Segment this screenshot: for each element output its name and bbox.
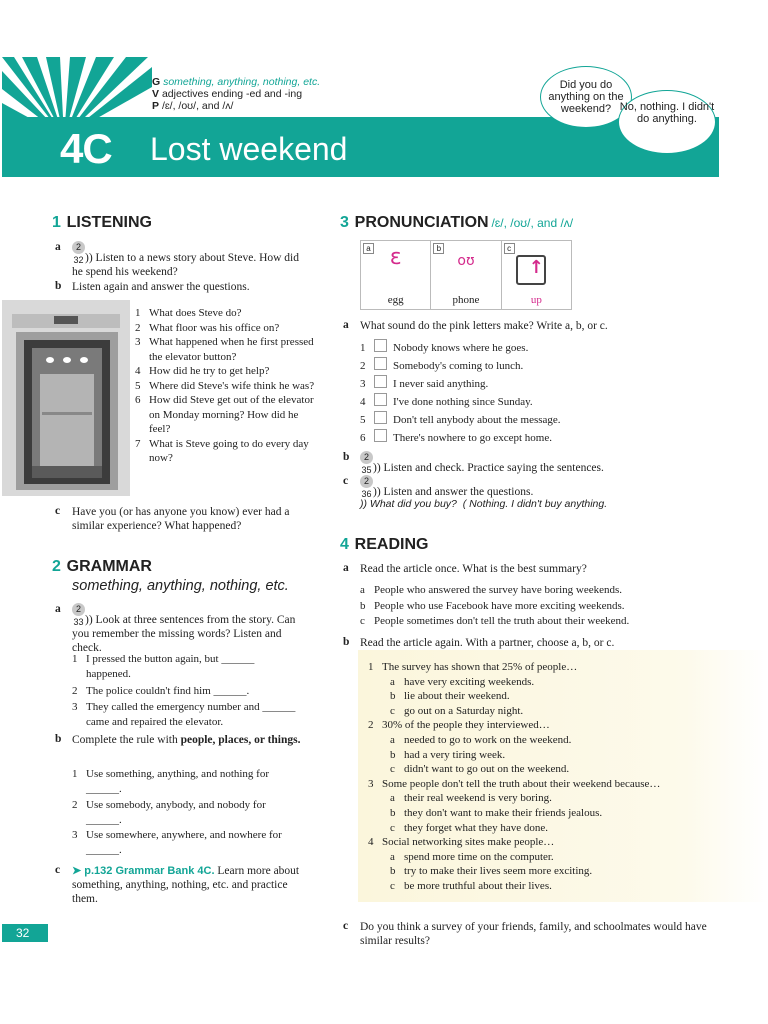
pronunciation-c-text: 2 36 )) Listen and answer the questions.	[361, 476, 534, 499]
list-item: 1 Use something, anything, and nothing for ______.	[72, 768, 270, 796]
sound-pictures-table	[360, 240, 572, 310]
header-grammar-line: G something, anything, nothing, etc.	[152, 76, 321, 88]
list-item: 6 How did Steve get out of the elevator on Monday morning? How did he feel?	[135, 394, 314, 435]
question-block: 3 Some people don't tell the truth about their weekend because… a their real weekend is very boring. b they don't want to make their friends jealous. c they forget what they have done.	[368, 777, 661, 834]
speech-bubble-answer: No, nothing. I didn't do anything.	[618, 90, 716, 154]
grammar-rules	[72, 767, 292, 859]
sound-cell-phone: b oʊ phone	[431, 241, 501, 309]
unit-number: 4C	[60, 125, 112, 172]
list-item: 3 I never said anything.	[360, 375, 660, 393]
reading-questions	[368, 660, 748, 894]
answer-checkbox[interactable]	[374, 357, 387, 370]
label-a: a	[55, 603, 61, 615]
list-item: 1 Nobody knows where he goes.	[360, 339, 660, 357]
list-item: b People who use Facebook have more exciting weekends.	[360, 599, 625, 612]
grammar-b-text: Complete the rule with people, places, or things.	[72, 734, 301, 746]
question-block: 1 The survey has shown that 25% of people… a have very exciting weekends. b lie about their weekend. c go out on a Saturday night.	[368, 661, 578, 717]
sound-cell-egg: a ɛ egg	[361, 241, 431, 309]
grammar-c-text: ➤ p.132 Grammar Bank 4C. Learn more about something, anything, nothing, etc. and practice them.	[72, 865, 300, 905]
label-b: b	[55, 280, 62, 292]
label-b: b	[55, 733, 62, 745]
label-b: b	[343, 451, 350, 463]
sound-cell-up: c ↑ up	[502, 241, 571, 309]
list-item: 2 What floor was his office on?	[135, 321, 280, 334]
reading-c-text: Do you think a survey of your friends, family, and schoolmates would have similar results?	[360, 921, 707, 947]
pronunciation-heading: 3 PRONUNCIATION /ɛ/, /oʊ/, and /ʌ/	[340, 214, 574, 231]
list-item: 2 Somebody's coming to lunch.	[360, 357, 660, 375]
elevator-photo	[2, 300, 130, 496]
audio-icon[interactable]: 2 33	[73, 604, 84, 627]
speech-bubble-question: Did you do anything on the weekend?	[540, 66, 632, 128]
listening-b-text: Listen again and answer the questions.	[72, 281, 250, 293]
label-a: a	[343, 319, 349, 331]
list-item: 3 What happened when he first pressed the elevator button?	[135, 336, 314, 363]
label-c: c	[343, 920, 349, 932]
phone-icon: oʊ	[457, 253, 475, 269]
list-item: 3 They called the emergency number and ______ came and repaired the elevator.	[72, 701, 296, 729]
pronunciation-b-text: 2 35 )) Listen and check. Practice saying the sentences.	[361, 452, 604, 475]
pronunciation-a-text: What sound do the pink letters make? Write a, b, or c.	[360, 320, 608, 332]
audio-icon[interactable]: 2 35	[361, 452, 372, 475]
listening-c-text: Have you (or has anyone you know) ever had a similar experience? What happened?	[72, 506, 290, 532]
list-item: 5 Where did Steve's wife think he was?	[135, 379, 315, 392]
list-item: 5 Don't tell anybody about the message.	[360, 411, 660, 429]
question-block: 2 30% of the people they interviewed… a needed to go to work on the weekend. b had a very tiring week. c didn't want to go out on the weekend.	[368, 719, 572, 776]
question-block: 4 Social networking sites make people… a spend more time on the computer. b try to make their lives seem more exciting. c be more truthful about their lives.	[368, 836, 593, 892]
audio-icon[interactable]: 2 32	[73, 242, 84, 265]
pronunciation-example: )) What did you buy? ( Nothing. I didn't buy anything.	[360, 498, 608, 510]
grammar-bank-link[interactable]: ➤ p.132 Grammar Bank 4C.	[72, 865, 215, 877]
answer-checkbox[interactable]	[374, 339, 387, 352]
label-c: c	[343, 475, 349, 487]
list-item: 3 Use somewhere, anywhere, and nowhere for ______.	[72, 829, 282, 857]
pronunciation-items	[360, 339, 660, 447]
answer-checkbox[interactable]	[374, 375, 387, 388]
answer-checkbox[interactable]	[374, 429, 387, 442]
listening-a-text: 2 32 )) Listen to a news story about Steve. How did he spend his weekend?	[72, 242, 300, 278]
page-number: 32	[2, 924, 48, 942]
listening-questions	[135, 306, 320, 466]
answer-checkbox[interactable]	[374, 393, 387, 406]
list-item: 6 There's nowhere to go except home.	[360, 429, 660, 447]
header-vocab-line: V adjectives ending -ed and -ing	[152, 88, 303, 100]
label-a: a	[343, 562, 349, 574]
grammar-a-text: 2 33 )) Look at three sentences from the story. Can you remember the missing words? Listen and check.	[72, 604, 296, 654]
grammar-subtitle: something, anything, nothing, etc.	[72, 578, 289, 594]
listening-heading: 1 LISTENING	[52, 214, 152, 231]
label-c: c	[55, 505, 61, 517]
reading-b-text: Read the article again. With a partner, choose a, b, or c.	[360, 637, 615, 649]
list-item: a People who answered the survey have boring weekends.	[360, 584, 623, 596]
up-arrow-icon: ↑	[528, 257, 544, 278]
list-item: 4 How did he try to get help?	[135, 365, 270, 377]
answer-checkbox[interactable]	[374, 411, 387, 424]
label-b: b	[343, 636, 350, 648]
reading-summaries	[360, 583, 700, 630]
list-item: 2 The police couldn't find him ______.	[72, 684, 250, 697]
audio-icon[interactable]: 2 36	[361, 476, 372, 499]
grammar-sentences	[72, 652, 297, 730]
egg-icon: ɛ	[389, 245, 402, 270]
header-pron-line: P /ɛ/, /oʊ/, and /ʌ/	[152, 100, 234, 112]
list-item: 1 I pressed the button again, but ______ happened.	[72, 653, 255, 680]
list-item: c People sometimes don't tell the truth about their weekend.	[360, 615, 630, 627]
unit-title: Lost weekend	[150, 131, 348, 167]
reading-a-text: Read the article once. What is the best summary?	[360, 563, 587, 575]
list-item: 4 I've done nothing since Sunday.	[360, 393, 660, 411]
reading-heading: 4 READING	[340, 536, 429, 553]
grammar-heading: 2 GRAMMAR	[52, 558, 152, 575]
list-item: 1 What does Steve do?	[135, 307, 242, 319]
list-item: 2 Use somebody, anybody, and nobody for ______.	[72, 798, 266, 826]
list-item: 7 What is Steve going to do every day now?	[135, 437, 309, 464]
label-a: a	[55, 241, 61, 253]
label-c: c	[55, 864, 61, 876]
